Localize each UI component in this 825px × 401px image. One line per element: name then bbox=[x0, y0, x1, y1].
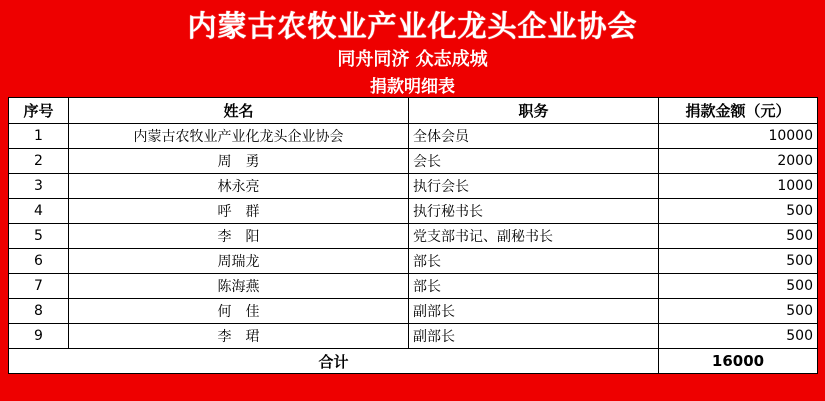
cell-amount: 500 bbox=[659, 224, 818, 249]
cell-index: 1 bbox=[9, 124, 69, 149]
document-subtitle: 同舟同济 众志成城 bbox=[337, 49, 488, 70]
cell-index: 5 bbox=[9, 224, 69, 249]
table-row bbox=[9, 124, 818, 149]
page-title: 内蒙古农牧业产业化龙头企业协会 bbox=[187, 9, 638, 43]
cell-index: 8 bbox=[9, 299, 69, 324]
total-label: 合计 bbox=[9, 349, 659, 374]
cell-name: 呼 群 bbox=[69, 199, 409, 224]
table-row bbox=[9, 324, 818, 349]
table-total-row bbox=[9, 349, 818, 374]
column-header-name: 姓名 bbox=[69, 98, 409, 124]
cell-title: 党支部书记、副秘书长 bbox=[409, 224, 659, 249]
table-row bbox=[9, 299, 818, 324]
table-row bbox=[9, 199, 818, 224]
cell-title: 执行秘书长 bbox=[409, 199, 659, 224]
cell-index: 4 bbox=[9, 199, 69, 224]
cell-name: 李 珺 bbox=[69, 324, 409, 349]
column-header-amount: 捐款金额（元） bbox=[659, 98, 818, 124]
table-body bbox=[9, 124, 818, 374]
column-header-index: 序号 bbox=[9, 98, 69, 124]
cell-amount: 2000 bbox=[659, 149, 818, 174]
cell-amount: 500 bbox=[659, 199, 818, 224]
total-amount: 16000 bbox=[659, 349, 818, 374]
cell-name: 周 勇 bbox=[69, 149, 409, 174]
cell-amount: 500 bbox=[659, 299, 818, 324]
table-row bbox=[9, 149, 818, 174]
cell-name: 林永亮 bbox=[69, 174, 409, 199]
cell-amount: 1000 bbox=[659, 174, 818, 199]
donations-table-container bbox=[8, 97, 817, 374]
cell-amount: 500 bbox=[659, 324, 818, 349]
cell-name: 陈海燕 bbox=[69, 274, 409, 299]
donations-table bbox=[8, 97, 818, 374]
table-header-row bbox=[9, 98, 818, 124]
cell-name: 周瑞龙 bbox=[69, 249, 409, 274]
cell-amount: 500 bbox=[659, 249, 818, 274]
document-header bbox=[0, 0, 825, 100]
cell-index: 6 bbox=[9, 249, 69, 274]
cell-name: 何 佳 bbox=[69, 299, 409, 324]
cell-index: 2 bbox=[9, 149, 69, 174]
cell-amount: 500 bbox=[659, 274, 818, 299]
cell-title: 副部长 bbox=[409, 299, 659, 324]
cell-title: 执行会长 bbox=[409, 174, 659, 199]
cell-title: 部长 bbox=[409, 249, 659, 274]
cell-name: 李 阳 bbox=[69, 224, 409, 249]
document-subtitle-secondary: 捐款明细表 bbox=[370, 77, 455, 97]
cell-amount: 10000 bbox=[659, 124, 818, 149]
cell-name: 内蒙古农牧业产业化龙头企业协会 bbox=[69, 124, 409, 149]
table-row bbox=[9, 249, 818, 274]
table-row bbox=[9, 224, 818, 249]
table-row bbox=[9, 274, 818, 299]
cell-title: 部长 bbox=[409, 274, 659, 299]
cell-index: 9 bbox=[9, 324, 69, 349]
column-header-title: 职务 bbox=[409, 98, 659, 124]
cell-title: 会长 bbox=[409, 149, 659, 174]
cell-title: 副部长 bbox=[409, 324, 659, 349]
cell-index: 7 bbox=[9, 274, 69, 299]
table-header bbox=[9, 98, 818, 124]
table-row bbox=[9, 174, 818, 199]
cell-index: 3 bbox=[9, 174, 69, 199]
cell-title: 全体会员 bbox=[409, 124, 659, 149]
